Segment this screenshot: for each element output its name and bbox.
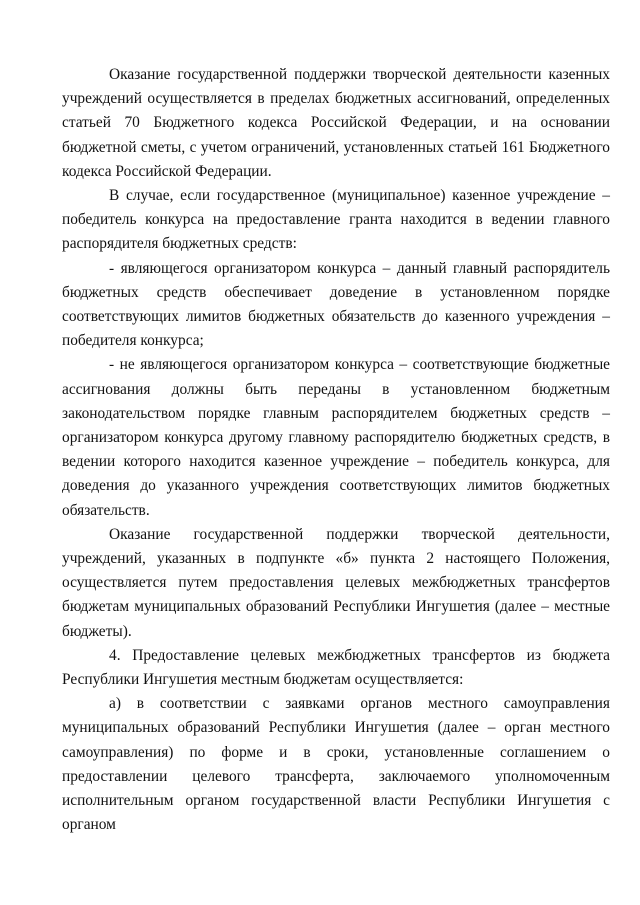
paragraph-item-4: 4. Предоставление целевых межбюджетных трансфертов из бюджета Республики Ингушетия местным бюджетам осуществляется:	[62, 646, 610, 689]
paragraph-state-support-budget: Оказание государственной поддержки творческой деятельности казенных учреждений осуществляется в пределах бюджетных ассигнований, определенных статьей 70 Бюджетного кодекса Российской Федерации, и на основании бюджетной сметы, с учетом ограничений, установленных статьей 161 Бюджетного кодекса Российской Федерации.	[62, 66, 610, 180]
paragraph-interbudget-transfers: Оказание государственной поддержки творческой деятельности, учреждений, указанных в подпункте «б» пункта 2 настоящего Положения, осуществляется путем предоставления целевых межбюджетных трансфертов бюджетам муниципальных образований Республики Ингушетия (далее – местные бюджеты).	[62, 525, 610, 640]
document-page	[62, 63, 610, 838]
paragraph-organizer-distributor: - являющегося организатором конкурса – данный главный распорядитель бюджетных средств обеспечивает доведение в установленном порядке соответствующих лимитов бюджетных обязательств до казенного учреждения – победителя конкурса;	[62, 259, 610, 350]
paragraph-non-organizer-distributor: - не являющегося организатором конкурса – соответствующие бюджетные ассигнования должны быть переданы в установленном бюджетным законодательством порядке главным распорядителем бюджетных средств – организатором конкурса другому главному распорядителю бюджетных средств, в ведении которого находится казенное учреждение – победитель конкурса, для доведения до указанного учреждения соответствующих лимитов бюджетных обязательств.	[62, 356, 610, 519]
paragraph-item-4a: а) в соответствии с заявками органов местного самоуправления муниципальных образований Республики Ингушетия (далее – орган местного самоуправления) по форме и в сроки, установленные соглашением о предоставлении целевого трансферта, заключаемого уполномоченным исполнительным органом государственной власти Республики Ингушетия с органом	[62, 695, 610, 834]
paragraph-grant-winner-case: В случае, если государственное (муниципальное) казенное учреждение – победитель конкурса на предоставление гранта находится в ведении главного распорядителя бюджетных средств:	[62, 187, 610, 253]
